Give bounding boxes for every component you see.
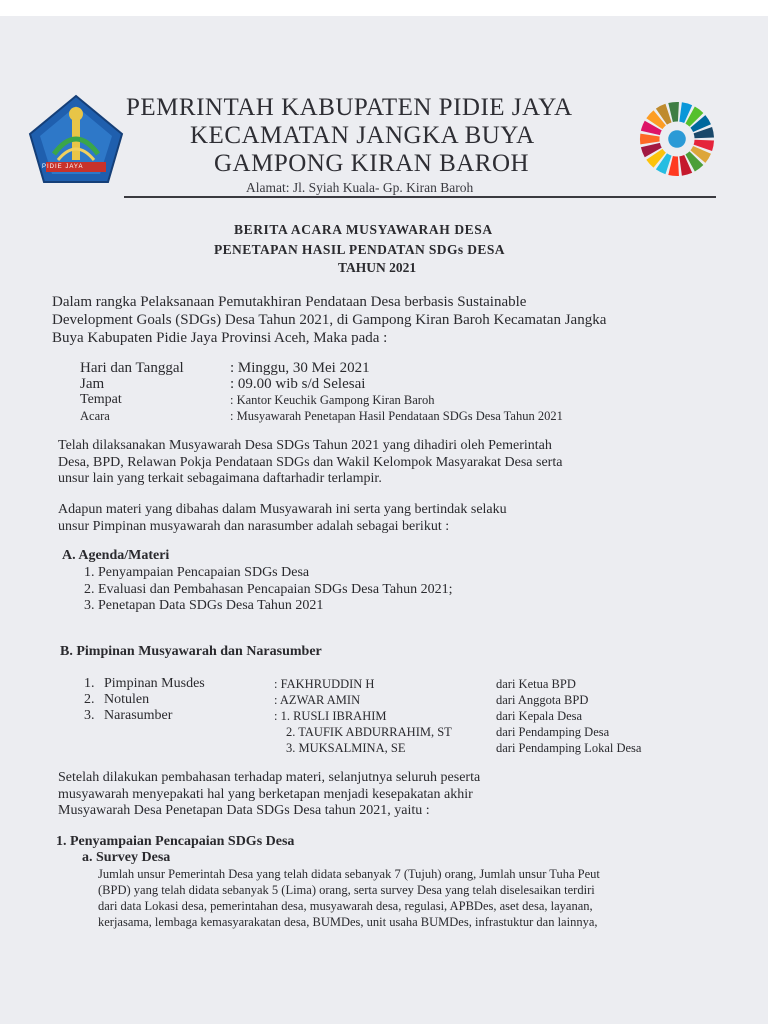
regency-crest-icon [28,94,124,186]
detail-value: : Minggu, 30 Mei 2021 [230,360,370,376]
participant-number: 1. [84,676,95,691]
survey-line: kerjasama, lembaga kemasyarakatan desa, BUMDes, unit usaha BUMDes, infrastuktur dan lainnya, [98,915,598,929]
para2-line: unsur lain yang terkait sebagaimana daftarhadir terlampir. [58,471,382,486]
participant-number: 2. [84,692,95,707]
participant-name: : FAKHRUDDIN H [274,677,375,691]
participant-number: 3. [84,708,95,723]
participant-origin: dari Ketua BPD [496,677,576,691]
header-government: PEMRINTAH KABUPATEN PIDIE JAYA [126,94,573,121]
detail-value: : 09.00 wib s/d Selesai [230,376,366,392]
intro-line: Dalam rangka Pelaksanaan Pemutakhiran Pendataan Desa berbasis Sustainable [52,294,527,310]
header-village: GAMPONG KIRAN BAROH [214,150,530,177]
intro-line: Buya Kabupaten Pidie Jaya Provinsi Aceh, Maka pada : [52,330,388,346]
section-b-heading: B. Pimpinan Musyawarah dan Narasumber [60,644,322,659]
detail-label: Tempat [80,392,122,407]
header-address: Alamat: Jl. Syiah Kuala- Gp. Kiran Baroh [246,180,474,195]
para2-line: Desa, BPD, Relawan Pokja Pendataan SDGs dan Wakil Kelompok Masyarakat Desa serta [58,455,563,470]
doc-title-line3: TAHUN 2021 [338,260,417,275]
header-district: KECAMATAN JANGKA BUYA [190,122,535,149]
participant-name: : AZWAR AMIN [274,693,361,707]
survey-line: (BPD) yang telah didata sebanyak 5 (Lima) orang, serta survey Desa yang telah diselesaikan terdiri [98,883,595,897]
para4-line: musyawarah menyepakati hal yang berketapan menjadi kesepakatan akhir [58,787,473,802]
section-1-heading: 1. Penyampaian Pencapaian SDGs Desa [56,834,295,849]
participant-origin: dari Pendamping Desa [496,725,610,739]
participant-origin: dari Pendamping Lokal Desa [496,741,642,755]
agenda-item: 1. Penyampaian Pencapaian SDGs Desa [84,565,310,580]
participant-role: Narasumber [104,708,173,723]
sdgs-wheel-segment [640,134,660,145]
document-page [0,16,768,1024]
participant-name: : 1. RUSLI IBRAHIM [274,709,387,723]
intro-line: Development Goals (SDGs) Desa Tahun 2021, di Gampong Kiran Baroh Kecamatan Jangka [52,312,607,328]
para3-line: unsur Pimpinan musyawarah dan narasumber adalah sebagai berikut : [58,519,450,534]
detail-label: Jam [80,376,105,392]
para4-line: Setelah dilakukan pembahasan terhadap materi, selanjutnya seluruh peserta [58,770,481,785]
detail-value: : Kantor Keuchik Gampong Kiran Baroh [230,393,435,407]
header-divider [124,196,716,198]
participant-origin: dari Anggota BPD [496,693,589,707]
participant-role: Pimpinan Musdes [104,676,205,691]
section-a-heading: A. Agenda/Materi [62,548,170,563]
sdgs-wheel-icon [638,100,716,178]
para4-line: Musyawarah Desa Penetapan Data SDGs Desa tahun 2021, yaitu : [58,803,430,818]
para3-line: Adapun materi yang dibahas dalam Musyawarah ini serta yang bertindak selaku [58,502,507,517]
agenda-item: 3. Penetapan Data SDGs Desa Tahun 2021 [84,598,324,613]
participant-name: 3. MUKSALMINA, SE [286,741,406,755]
survey-line: dari data Lokasi desa, pemerintahan desa, musyawarah desa, regulasi, APBDes, aset desa, layanan, [98,899,593,913]
agenda-item: 2. Evaluasi dan Pembahasan Pencapaian SDGs Desa Tahun 2021; [84,582,453,597]
participant-origin: dari Kepala Desa [496,709,583,723]
participant-role: Notulen [104,692,150,707]
detail-value: : Musyawarah Penetapan Hasil Pendataan SDGs Desa Tahun 2021 [230,409,563,423]
section-1-subheading: a. Survey Desa [82,850,171,865]
doc-title-line2: PENETAPAN HASIL PENDATAN SDGs DESA [214,242,505,257]
crest-banner-text: PIDIE JAYA [42,164,84,170]
participant-name: 2. TAUFIK ABDURRAHIM, ST [286,725,452,739]
survey-line: Jumlah unsur Pemerintah Desa yang telah didata sebanyak 7 (Tujuh) orang, Jumlah unsur Tuha Peut [98,867,600,881]
detail-label: Acara [80,409,110,423]
doc-title-line1: BERITA ACARA MUSYAWARAH DESA [234,222,493,237]
para2-line: Telah dilaksanakan Musyawarah Desa SDGs Tahun 2021 yang dihadiri oleh Pemerintah [58,438,552,453]
detail-label: Hari dan Tanggal [80,360,184,376]
